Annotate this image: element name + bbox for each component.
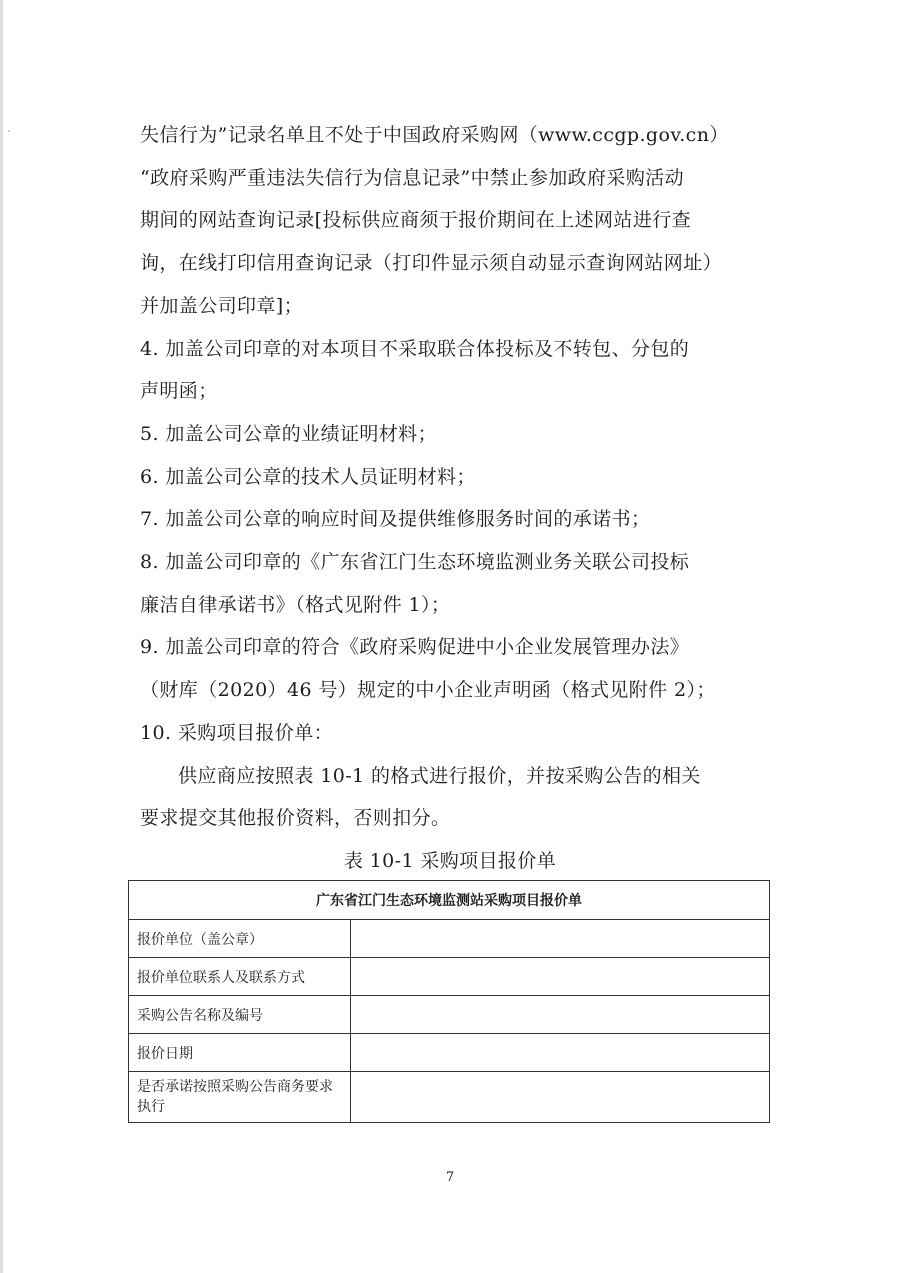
table-row [129, 920, 770, 958]
row-value [351, 1072, 770, 1123]
body-line: 询，在线打印信用查询记录（打印件显示须自动显示查询网站网址） [140, 252, 723, 275]
paragraph-line: 要求提交其他报价资料，否则扣分。 [140, 807, 451, 830]
list-item-7: 7. 加盖公司公章的响应时间及提供维修服务时间的承诺书； [140, 508, 651, 531]
table-caption: 表 10-1 采购项目报价单 [343, 850, 557, 872]
document-body [140, 114, 780, 840]
table-header-row [129, 881, 770, 920]
table-header: 广东省江门生态环境监测站采购项目报价单 [129, 881, 770, 920]
body-line: “政府采购严重违法失信行为信息记录”中禁止参加政府采购活动 [140, 166, 685, 189]
body-line: 期间的网站查询记录[投标供应商须于报价期间在上述网站进行查 [140, 209, 692, 232]
list-item-8: 8. 加盖公司印章的《广东省江门生态环境监测业务关联公司投标 [140, 551, 690, 574]
table-row [129, 1034, 770, 1072]
page-number: 7 [445, 1170, 455, 1185]
body-line: 失信行为”记录名单且不处于中国政府采购网（www.ccgp.gov.cn） [140, 124, 729, 146]
list-item-10: 10. 采购项目报价单： [140, 721, 334, 744]
paragraph-line: 供应商应按照表 10-1 的格式进行报价，并按采购公告的相关 [178, 764, 701, 787]
list-item-9-continued: （财库（2020）46 号）规定的中小企业声明函（格式见附件 2）； [140, 679, 716, 702]
row-label: 报价单位（盖公章） [129, 920, 351, 958]
list-item-5: 5. 加盖公司公章的业绩证明材料； [140, 422, 437, 445]
row-label: 报价单位联系人及联系方式 [129, 958, 351, 996]
list-item-4: 4. 加盖公司印章的对本项目不采取联合体投标及不转包、分包的 [140, 337, 690, 360]
row-label: 采购公告名称及编号 [129, 996, 351, 1034]
row-label: 报价日期 [129, 1034, 351, 1072]
row-value [351, 958, 770, 996]
list-item-6: 6. 加盖公司公章的技术人员证明材料； [140, 465, 476, 488]
quotation-table [128, 880, 770, 1123]
list-item-8-continued: 廉洁自律承诺书》（格式见附件 1）； [140, 593, 451, 616]
table-row [129, 1072, 770, 1123]
table-row [129, 958, 770, 996]
table-row [129, 996, 770, 1034]
list-item-9: 9. 加盖公司印章的符合《政府采购促进中小企业发展管理办法》 [140, 636, 690, 659]
scan-edge-mark [0, 0, 3, 1273]
row-value [351, 996, 770, 1034]
row-label: 是否承诺按照采购公告商务要求执行 [129, 1072, 351, 1123]
scan-artifact [8, 130, 10, 132]
list-item-4-continued: 声明函； [140, 380, 218, 403]
row-value [351, 1034, 770, 1072]
row-value [351, 920, 770, 958]
body-line: 并加盖公司印章]； [140, 294, 304, 317]
